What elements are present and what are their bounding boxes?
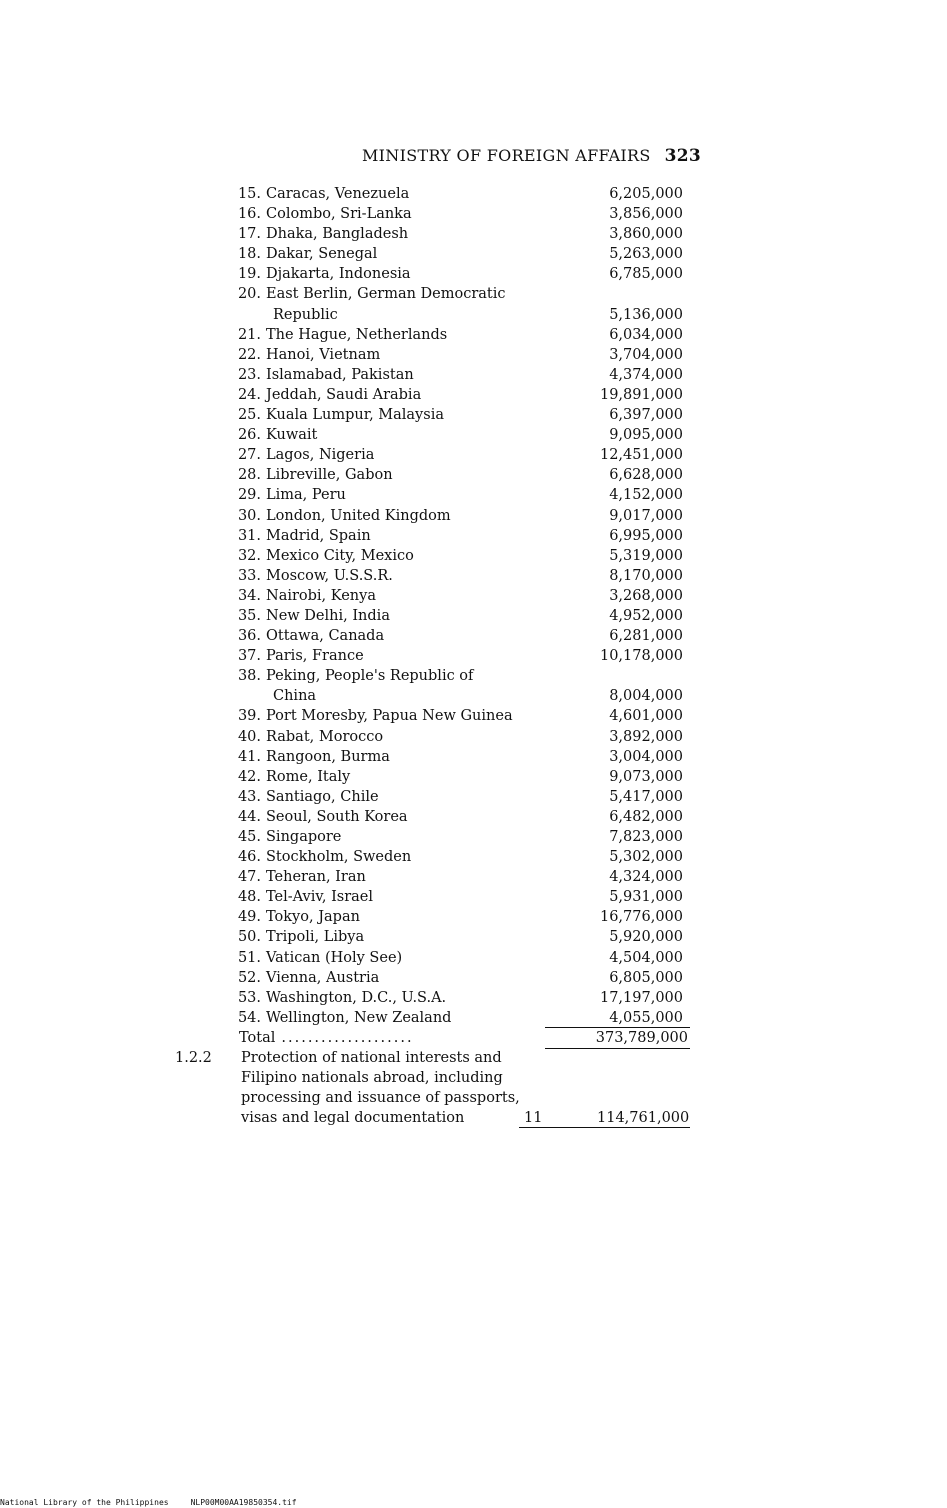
row-number: 17. xyxy=(237,226,261,243)
table-row xyxy=(233,606,693,626)
row-amount: 6,205,000 xyxy=(609,186,683,202)
total-dots: .................... xyxy=(281,1029,414,1046)
table-row xyxy=(233,867,693,887)
table-row xyxy=(233,526,693,546)
row-place: Lagos, Nigeria xyxy=(266,447,375,464)
footer-file: NLP00M00AA19850354.tif xyxy=(190,1498,297,1507)
row-place: Madrid, Spain xyxy=(266,527,371,544)
row-number: 28. xyxy=(237,467,261,484)
table-row xyxy=(233,747,693,767)
table-row xyxy=(233,546,693,566)
row-amount: 5,263,000 xyxy=(609,246,683,263)
table-row xyxy=(233,184,693,204)
table-row xyxy=(233,706,693,726)
row-number: 37. xyxy=(237,648,261,665)
row-place: Republic xyxy=(273,306,338,323)
row-place: Rangoon, Burma xyxy=(266,748,390,765)
table-row xyxy=(233,445,693,465)
row-number: 52. xyxy=(237,969,261,986)
table-row xyxy=(233,244,693,264)
row-number: 19. xyxy=(237,266,261,283)
row-number: 21. xyxy=(237,326,261,343)
table-row xyxy=(233,666,693,686)
row-amount: 16,776,000 xyxy=(599,909,683,926)
row-place: Kuwait xyxy=(266,427,318,444)
subitem-description xyxy=(241,1048,541,1128)
row-place: Rabat, Morocco xyxy=(266,728,384,745)
row-number: 36. xyxy=(237,628,261,645)
table-row xyxy=(233,767,693,787)
row-amount: 9,017,000 xyxy=(609,507,683,524)
row-place: Dhaka, Bangladesh xyxy=(266,226,409,243)
table-row xyxy=(233,948,693,968)
row-number: 42. xyxy=(237,768,261,785)
row-amount: 5,136,000 xyxy=(609,306,683,323)
row-amount: 7,823,000 xyxy=(609,829,683,845)
table-row xyxy=(233,927,693,947)
row-place: Seoul, South Korea xyxy=(266,808,408,825)
row-amount: 4,152,000 xyxy=(609,487,683,504)
table-row xyxy=(233,907,693,927)
row-amount: 3,892,000 xyxy=(609,728,683,745)
row-number: 24. xyxy=(237,386,261,403)
subitem-code: 1.2.2 xyxy=(175,1050,212,1066)
row-place: Caracas, Venezuela xyxy=(266,186,410,202)
row-number: 25. xyxy=(237,407,261,424)
row-number: 30. xyxy=(237,507,261,524)
row-amount: 3,704,000 xyxy=(609,346,683,363)
row-number: 41. xyxy=(237,748,261,765)
table-row xyxy=(233,887,693,907)
total-label-group xyxy=(239,1028,414,1048)
subitem-column-value: 11 xyxy=(524,1110,543,1126)
row-place: Vatican (Holy See) xyxy=(266,949,403,966)
row-place: China xyxy=(273,688,317,705)
subitem-line: processing and issuance of passports, xyxy=(241,1090,520,1106)
table-row xyxy=(233,485,693,505)
row-number: 16. xyxy=(237,206,261,223)
appropriation-list xyxy=(233,184,693,1048)
row-amount: 17,197,000 xyxy=(599,989,683,1006)
row-number: 33. xyxy=(237,567,261,584)
page-number: 323 xyxy=(664,146,702,166)
subitem-amount: 114,761,000 xyxy=(597,1110,690,1126)
total-row xyxy=(233,1028,693,1048)
row-amount: 3,860,000 xyxy=(609,226,683,243)
row-place: Colombo, Sri-Lanka xyxy=(266,206,412,223)
table-row xyxy=(233,425,693,445)
row-number: 38. xyxy=(237,668,261,685)
row-place: Libreville, Gabon xyxy=(266,467,393,484)
row-place: Vienna, Austria xyxy=(266,969,380,986)
row-number: 40. xyxy=(237,728,261,745)
row-number: 39. xyxy=(237,708,261,725)
row-amount: 5,417,000 xyxy=(609,788,683,805)
row-place: Jeddah, Saudi Arabia xyxy=(266,386,422,403)
row-number: 22. xyxy=(237,346,261,363)
row-amount: 10,178,000 xyxy=(599,648,683,665)
row-number: 26. xyxy=(237,427,261,444)
row-number: 46. xyxy=(237,849,261,866)
row-amount: 6,805,000 xyxy=(609,969,683,986)
row-amount: 6,785,000 xyxy=(609,266,683,283)
row-amount: 8,004,000 xyxy=(609,688,683,705)
table-row xyxy=(233,405,693,425)
table-row xyxy=(233,1008,693,1028)
subitem-line: Protection of national interests and xyxy=(241,1050,502,1066)
table-row xyxy=(233,586,693,606)
row-place: Wellington, New Zealand xyxy=(266,1009,452,1026)
table-row xyxy=(233,807,693,827)
row-place: Tel-Aviv, Israel xyxy=(266,889,374,906)
row-number: 43. xyxy=(237,788,261,805)
row-place: New Delhi, India xyxy=(266,607,390,624)
table-row xyxy=(233,968,693,988)
row-number: 15. xyxy=(237,186,261,202)
table-row xyxy=(233,827,693,847)
row-number: 23. xyxy=(237,366,261,383)
row-amount: 3,268,000 xyxy=(609,587,683,604)
table-row xyxy=(233,847,693,867)
row-number: 29. xyxy=(237,487,261,504)
row-amount: 6,281,000 xyxy=(609,628,683,645)
row-place: Lima, Peru xyxy=(266,487,346,504)
row-amount: 4,324,000 xyxy=(609,869,683,886)
row-place: London, United Kingdom xyxy=(266,507,451,524)
row-place: Peking, People's Republic of xyxy=(266,668,474,685)
table-row xyxy=(233,365,693,385)
row-number: 31. xyxy=(237,527,261,544)
row-amount: 4,374,000 xyxy=(609,366,683,383)
row-place: Moscow, U.S.S.R. xyxy=(266,567,393,584)
row-amount: 6,034,000 xyxy=(609,326,683,343)
row-amount: 4,504,000 xyxy=(609,949,683,966)
row-amount: 5,931,000 xyxy=(609,889,683,906)
row-number: 49. xyxy=(237,909,261,926)
page-header xyxy=(362,146,701,166)
table-row xyxy=(233,345,693,365)
table-row xyxy=(233,385,693,405)
row-number: 20. xyxy=(237,286,261,303)
row-amount: 5,319,000 xyxy=(609,547,683,564)
row-number: 48. xyxy=(237,889,261,906)
row-amount: 4,055,000 xyxy=(609,1009,683,1026)
table-row xyxy=(233,305,693,325)
row-place: Ottawa, Canada xyxy=(266,628,385,645)
table-row xyxy=(233,325,693,345)
row-number: 32. xyxy=(237,547,261,564)
table-row xyxy=(233,988,693,1008)
row-number: 54. xyxy=(237,1009,261,1026)
row-place: Nairobi, Kenya xyxy=(266,587,376,604)
row-number: 45. xyxy=(237,829,261,845)
row-number: 53. xyxy=(237,989,261,1006)
row-amount: 9,095,000 xyxy=(609,427,683,444)
total-amount: 373,789,000 xyxy=(595,1029,688,1046)
row-amount: 3,856,000 xyxy=(609,206,683,223)
row-place: Hanoi, Vietnam xyxy=(266,346,381,363)
row-place: Tokyo, Japan xyxy=(266,909,360,926)
row-amount: 9,073,000 xyxy=(609,768,683,785)
row-place: Djakarta, Indonesia xyxy=(266,266,411,283)
row-place: Kuala Lumpur, Malaysia xyxy=(266,407,444,424)
row-amount: 6,482,000 xyxy=(609,808,683,825)
row-number: 51. xyxy=(237,949,261,966)
row-amount: 5,302,000 xyxy=(609,849,683,866)
row-place: The Hague, Netherlands xyxy=(266,326,448,343)
table-row xyxy=(233,284,693,304)
table-row xyxy=(233,686,693,706)
row-number: 50. xyxy=(237,929,261,946)
table-row xyxy=(233,465,693,485)
table-row xyxy=(233,787,693,807)
row-place: Teheran, Iran xyxy=(266,869,366,886)
row-place: Stockholm, Sweden xyxy=(266,849,412,866)
row-number: 47. xyxy=(237,869,261,886)
row-number: 35. xyxy=(237,607,261,624)
subitem-line: visas and legal documentation xyxy=(241,1110,465,1126)
row-place: East Berlin, German Democratic xyxy=(266,286,506,303)
page-title: MINISTRY OF FOREIGN AFFAIRS xyxy=(362,146,651,165)
row-amount: 5,920,000 xyxy=(609,929,683,946)
row-amount: 6,995,000 xyxy=(609,527,683,544)
row-amount: 3,004,000 xyxy=(609,748,683,765)
row-place: Islamabad, Pakistan xyxy=(266,366,414,383)
row-amount: 6,628,000 xyxy=(609,467,683,484)
subitem-underline xyxy=(519,1127,690,1128)
row-number: 34. xyxy=(237,587,261,604)
total-label: Total xyxy=(239,1029,276,1046)
scan-footer xyxy=(0,1498,297,1507)
table-row xyxy=(233,646,693,666)
row-place: Santiago, Chile xyxy=(266,788,379,805)
footer-library: National Library of the Philippines xyxy=(0,1498,169,1507)
subitem-line: Filipino nationals abroad, including xyxy=(241,1070,503,1086)
row-number: 27. xyxy=(237,447,261,464)
table-row xyxy=(233,566,693,586)
table-row xyxy=(233,224,693,244)
row-place: Paris, France xyxy=(266,648,364,665)
row-place: Washington, D.C., U.S.A. xyxy=(266,989,447,1006)
table-row xyxy=(233,204,693,224)
row-place: Tripoli, Libya xyxy=(266,929,365,946)
table-row xyxy=(233,506,693,526)
row-amount: 4,952,000 xyxy=(609,607,683,624)
row-place: Rome, Italy xyxy=(266,768,351,785)
total-bottom-rule xyxy=(545,1048,690,1049)
row-amount: 6,397,000 xyxy=(609,407,683,424)
row-amount: 12,451,000 xyxy=(599,447,683,464)
table-row xyxy=(233,727,693,747)
row-amount: 4,601,000 xyxy=(609,708,683,725)
row-place: Singapore xyxy=(266,829,342,845)
row-place: Mexico City, Mexico xyxy=(266,547,414,564)
table-row xyxy=(233,264,693,284)
row-amount: 19,891,000 xyxy=(599,386,683,403)
row-amount: 8,170,000 xyxy=(609,567,683,584)
row-number: 44. xyxy=(237,808,261,825)
row-place: Dakar, Senegal xyxy=(266,246,378,263)
row-number: 18. xyxy=(237,246,261,263)
row-place: Port Moresby, Papua New Guinea xyxy=(266,708,513,725)
table-row xyxy=(233,626,693,646)
